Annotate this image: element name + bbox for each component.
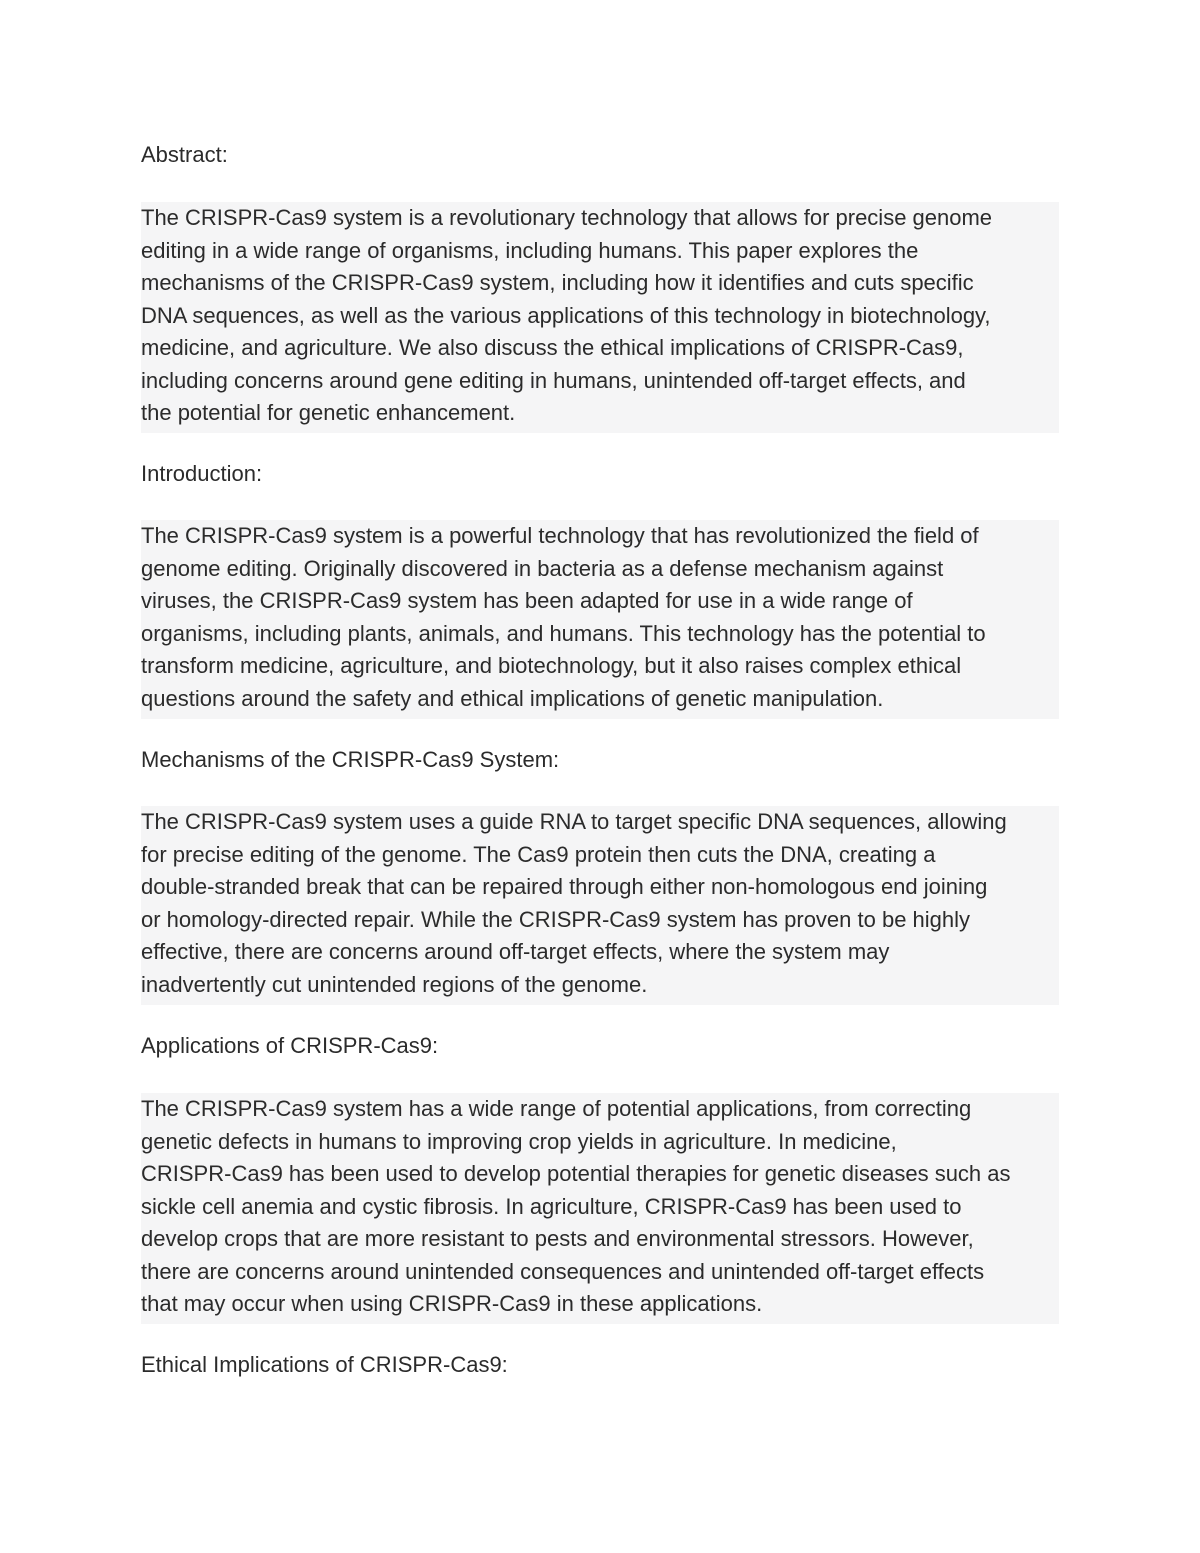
section-heading-introduction: Introduction: — [141, 461, 263, 486]
paragraph-line: medicine, and agriculture. We also discuss the ethical implications of CRISPR-Cas9, — [141, 335, 964, 360]
paragraph-line: inadvertently cut unintended regions of the genome. — [141, 971, 648, 997]
paragraph-line: or homology-directed repair. While the CRISPR-Cas9 system has proven to be highly — [141, 906, 971, 932]
paragraph-line: editing in a wide range of organisms, including humans. This paper explores the — [141, 237, 919, 263]
paragraph-line: double-stranded break that can be repaired through either non-homologous end joining — [141, 874, 988, 899]
paragraph-line: CRISPR-Cas9 has been used to develop potential therapies for genetic diseases such as — [141, 1161, 1011, 1186]
paragraph-line: the potential for genetic enhancement. — [141, 400, 516, 425]
paragraph-line: The CRISPR-Cas9 system has a wide range of potential applications, from correcting — [141, 1096, 972, 1121]
section-paragraph-applications — [141, 1093, 1059, 1324]
section-paragraph-mechanisms — [141, 806, 1059, 1005]
paragraph-line: DNA sequences, as well as the various applications of this technology in biotechnology, — [141, 302, 991, 328]
section-paragraph-abstract — [141, 202, 1059, 433]
paragraph-line: viruses, the CRISPR-Cas9 system has been adapted for use in a wide range of — [141, 588, 913, 613]
paragraph-line: there are concerns around unintended consequences and unintended off-target effects — [141, 1258, 985, 1284]
paragraph-line: transform medicine, agriculture, and biotechnology, but it also raises complex ethical — [141, 653, 962, 678]
paragraph-line: genome editing. Originally discovered in bacteria as a defense mechanism against — [141, 555, 944, 581]
paragraph-line: The CRISPR-Cas9 system uses a guide RNA to target specific DNA sequences, allowing — [141, 809, 1007, 834]
paragraph-line: effective, there are concerns around off-target effects, where the system may — [141, 939, 890, 964]
section-heading-applications: Applications of CRISPR-Cas9: — [141, 1033, 439, 1058]
paragraph-line: mechanisms of the CRISPR-Cas9 system, including how it identifies and cuts specific — [141, 270, 974, 295]
section-heading-ethical-implications: Ethical Implications of CRISPR-Cas9: — [141, 1352, 508, 1377]
paragraph-line: that may occur when using CRISPR-Cas9 in these applications. — [141, 1291, 763, 1316]
paragraph-line: questions around the safety and ethical implications of genetic manipulation. — [141, 685, 884, 711]
paragraph-line: The CRISPR-Cas9 system is a powerful technology that has revolutionized the field of — [141, 523, 979, 548]
paragraph-line: sickle cell anemia and cystic fibrosis. In agriculture, CRISPR-Cas9 has been used to — [141, 1193, 962, 1219]
paragraph-line: The CRISPR-Cas9 system is a revolutionary technology that allows for precise genome — [141, 205, 993, 230]
paragraph-line: develop crops that are more resistant to pests and environmental stressors. However, — [141, 1226, 974, 1251]
paragraph-line: organisms, including plants, animals, and humans. This technology has the potential to — [141, 620, 986, 646]
section-heading-abstract: Abstract: — [141, 142, 228, 167]
paragraph-line: genetic defects in humans to improving crop yields in agriculture. In medicine, — [141, 1128, 897, 1154]
section-paragraph-introduction — [141, 520, 1059, 719]
paragraph-line: including concerns around gene editing in humans, unintended off-target effects, and — [141, 367, 966, 393]
paragraph-line: for precise editing of the genome. The Cas9 protein then cuts the DNA, creating a — [141, 841, 936, 867]
section-heading-mechanisms: Mechanisms of the CRISPR-Cas9 System: — [141, 747, 560, 772]
